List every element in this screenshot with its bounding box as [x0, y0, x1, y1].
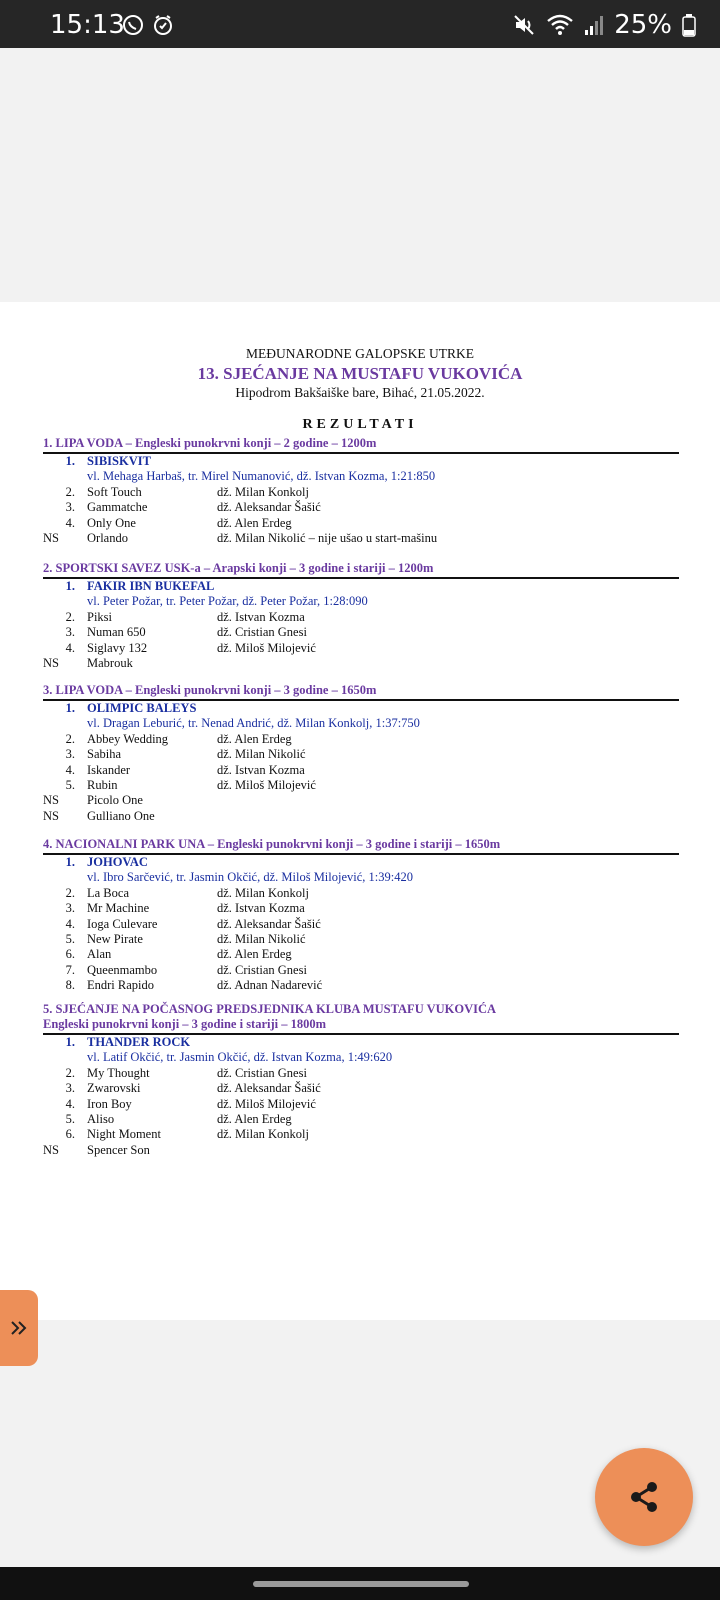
- position: 1.: [65, 701, 75, 715]
- race-title: [43, 683, 679, 701]
- position: 3.: [65, 625, 75, 640]
- race-block: [43, 683, 679, 824]
- position: 2.: [65, 484, 75, 499]
- event-title: 13. SJEĆANJE NA MUSTAFU VUKOVIĆA: [197, 364, 523, 383]
- side-panel-toggle[interactable]: [0, 1290, 38, 1366]
- placing-row: [43, 610, 679, 625]
- winner-details: [43, 469, 679, 484]
- horse-name: Ioga Culevare: [87, 916, 158, 931]
- jockey-name: dž. Aleksandar Šašić: [217, 916, 321, 931]
- horse-name: Gammatche: [87, 500, 148, 515]
- jockey-name: dž. Alen Erdeg: [217, 515, 292, 530]
- race-block: [43, 561, 679, 671]
- horse-name: Aliso: [87, 1111, 115, 1126]
- winner-row: [43, 454, 679, 469]
- double-chevron-right-icon: [9, 1318, 29, 1338]
- position: 6.: [65, 1127, 75, 1142]
- race-title-line: 2. SPORTSKI SAVEZ USK-a – Arapski konji – 3 godine i stariji – 1200m: [43, 561, 434, 575]
- winner-details: [43, 594, 679, 609]
- race-title: [43, 561, 679, 579]
- jockey-name: dž. Istvan Kozma: [217, 901, 305, 916]
- position: 5.: [65, 1111, 75, 1126]
- winner-horse: FAKIR IBN BUKEFAL: [87, 579, 215, 593]
- horse-name: Night Moment: [87, 1127, 161, 1142]
- horse-name: Mabrouk: [87, 655, 133, 670]
- horse-name: Numan 650: [87, 625, 146, 640]
- placing-row: [43, 978, 679, 993]
- position: 2.: [65, 609, 75, 624]
- horse-name: Mr Machine: [87, 901, 150, 916]
- battery-icon: [682, 13, 696, 37]
- placing-row: [43, 963, 679, 978]
- position: 3.: [65, 1081, 75, 1096]
- event-place-date: Hipodrom Bakšaiške bare, Bihać, 21.05.2022.: [235, 385, 485, 400]
- winner-horse: JOHOVAC: [87, 855, 148, 869]
- position: NS: [43, 793, 59, 808]
- horse-name: Alan: [87, 947, 112, 962]
- horse-name: Gulliano One: [87, 808, 155, 823]
- battery-percent: 25%: [614, 10, 672, 40]
- jockey-name: dž. Milan Konkolj: [217, 484, 310, 499]
- jockey-name: dž. Istvan Kozma: [217, 762, 305, 777]
- winner-row: [43, 579, 679, 594]
- winner-row: [43, 701, 679, 716]
- horse-name: Zwarovski: [87, 1081, 141, 1096]
- placing-row: [43, 1081, 679, 1096]
- position: 3.: [65, 901, 75, 916]
- winner-detail-text: vl. Peter Požar, tr. Peter Požar, dž. Peter Požar, 1:28:090: [87, 594, 368, 609]
- jockey-name: dž. Cristian Gnesi: [217, 625, 307, 640]
- placing-row: [43, 778, 679, 793]
- placing-row: [43, 932, 679, 947]
- placing-row: [43, 793, 679, 808]
- position: 2.: [65, 731, 75, 746]
- race-block: [43, 436, 679, 546]
- status-time: 15:13: [50, 10, 125, 40]
- horse-name: Rubin: [87, 777, 118, 792]
- position: 5.: [65, 777, 75, 792]
- horse-name: Spencer Son: [87, 1142, 150, 1157]
- horse-name: Iskander: [87, 762, 131, 777]
- placing-row: [43, 625, 679, 640]
- results-heading: REZULTATI: [302, 417, 418, 432]
- jockey-name: dž. Miloš Milojević: [217, 640, 316, 655]
- position: 8.: [65, 978, 75, 993]
- placing-row: [43, 1143, 679, 1158]
- share-button[interactable]: [595, 1448, 693, 1546]
- winner-detail-text: vl. Latif Okčić, tr. Jasmin Okčić, dž. Istvan Kozma, 1:49:620: [87, 1050, 393, 1065]
- share-icon: [627, 1480, 661, 1514]
- placing-row: [43, 917, 679, 932]
- horse-name: Siglavy 132: [87, 640, 148, 655]
- mute-icon: [512, 13, 536, 37]
- status-bar: [0, 0, 720, 48]
- navigation-bar: [0, 1567, 720, 1600]
- horse-name: Iron Boy: [87, 1096, 132, 1111]
- horse-name: Orlando: [87, 530, 128, 545]
- placing-row: [43, 763, 679, 778]
- jockey-name: dž. Milan Nikolić: [217, 931, 306, 946]
- winner-detail-text: vl. Ibro Sarčević, tr. Jasmin Okčić, dž. Miloš Milojević, 1:39:420: [87, 870, 413, 885]
- viber-icon: [122, 14, 144, 36]
- placing-row: [43, 531, 679, 546]
- position: 3.: [65, 500, 75, 515]
- winner-details: [43, 1050, 679, 1065]
- horse-name: My Thought: [87, 1065, 150, 1080]
- horse-name: Picolo One: [87, 793, 143, 808]
- jockey-name: dž. Adnan Nadarević: [217, 978, 323, 993]
- race-title-line: 5. SJEĆANJE NA POČASNOG PREDSJEDNIKA KLUBA MUSTAFU VUKOVIĆA: [43, 1002, 497, 1016]
- race-block: [43, 837, 679, 994]
- jockey-name: dž. Milan Nikolić – nije ušao u start-mašinu: [217, 530, 438, 545]
- jockey-name: dž. Aleksandar Šašić: [217, 1081, 321, 1096]
- race-title: [43, 1002, 679, 1035]
- jockey-name: dž. Alen Erdeg: [217, 947, 292, 962]
- race-title: [43, 837, 679, 855]
- winner-details: [43, 870, 679, 885]
- alarm-icon: [152, 14, 174, 36]
- placing-row: [43, 485, 679, 500]
- horse-name: Abbey Wedding: [87, 731, 169, 746]
- position: 1.: [65, 1035, 75, 1049]
- position: 4.: [65, 515, 75, 530]
- position: 7.: [65, 962, 75, 977]
- placing-row: [43, 747, 679, 762]
- placing-row: [43, 901, 679, 916]
- horse-name: Endri Rapido: [87, 978, 155, 993]
- jockey-name: dž. Alen Erdeg: [217, 1111, 292, 1126]
- wifi-icon: [546, 13, 574, 37]
- position: NS: [43, 808, 59, 823]
- jockey-name: dž. Milan Konkolj: [217, 885, 310, 900]
- jockey-name: dž. Miloš Milojević: [217, 1096, 316, 1111]
- jockey-name: dž. Miloš Milojević: [217, 777, 316, 792]
- winner-detail-text: vl. Dragan Leburić, tr. Nenad Andrić, dž. Milan Konkolj, 1:37:750: [87, 716, 420, 731]
- event-subtitle: MEĐUNARODNE GALOPSKE UTRKE: [246, 346, 474, 361]
- race-title-line: 1. LIPA VODA – Engleski punokrvni konji – 2 godine – 1200m: [43, 436, 377, 450]
- placing-row: [43, 1066, 679, 1081]
- placing-row: [43, 1127, 679, 1142]
- horse-name: Piksi: [87, 609, 113, 624]
- position: 1.: [65, 855, 75, 869]
- position: 4.: [65, 762, 75, 777]
- winner-row: [43, 1035, 679, 1050]
- horse-name: Queenmambo: [87, 962, 158, 977]
- jockey-name: dž. Cristian Gnesi: [217, 962, 307, 977]
- placing-row: [43, 1112, 679, 1127]
- horse-name: Soft Touch: [87, 484, 142, 499]
- winner-horse: SIBISKVIT: [87, 454, 151, 468]
- winner-detail-text: vl. Mehaga Harbaš, tr. Mirel Numanović, dž. Istvan Kozma, 1:21:850: [87, 469, 436, 484]
- placing-row: [43, 886, 679, 901]
- horse-name: La Boca: [87, 885, 129, 900]
- position: 2.: [65, 1065, 75, 1080]
- race-title: [43, 436, 679, 454]
- position: NS: [43, 530, 59, 545]
- placing-row: [43, 947, 679, 962]
- document-page[interactable]: [0, 302, 720, 1320]
- jockey-name: dž. Milan Konkolj: [217, 1127, 310, 1142]
- placing-row: [43, 641, 679, 656]
- placing-row: [43, 809, 679, 824]
- winner-row: [43, 855, 679, 870]
- position: 4.: [65, 916, 75, 931]
- position: 1.: [65, 454, 75, 468]
- position: 5.: [65, 931, 75, 946]
- position: 4.: [65, 640, 75, 655]
- position: 1.: [65, 579, 75, 593]
- document-header: [0, 302, 720, 433]
- race-block: [43, 1002, 679, 1158]
- placing-row: [43, 732, 679, 747]
- jockey-name: dž. Alen Erdeg: [217, 731, 292, 746]
- position: 6.: [65, 947, 75, 962]
- jockey-name: dž. Aleksandar Šašić: [217, 500, 321, 515]
- jockey-name: dž. Istvan Kozma: [217, 609, 305, 624]
- jockey-name: dž. Cristian Gnesi: [217, 1065, 307, 1080]
- winner-horse: THANDER ROCK: [87, 1035, 191, 1049]
- winner-details: [43, 716, 679, 731]
- position: 3.: [65, 747, 75, 762]
- home-gesture-handle[interactable]: [253, 1581, 469, 1587]
- jockey-name: dž. Milan Nikolić: [217, 747, 306, 762]
- position: 4.: [65, 1096, 75, 1111]
- horse-name: Only One: [87, 515, 136, 530]
- position: NS: [43, 1142, 59, 1157]
- placing-row: [43, 516, 679, 531]
- placing-row: [43, 500, 679, 515]
- position: 2.: [65, 885, 75, 900]
- placing-row: [43, 656, 679, 671]
- placing-row: [43, 1097, 679, 1112]
- horse-name: New Pirate: [87, 931, 143, 946]
- race-title-line: Engleski punokrvni konji – 3 godine i stariji – 1800m: [43, 1017, 327, 1031]
- position: NS: [43, 655, 59, 670]
- signal-icon: [584, 14, 604, 36]
- race-title-line: 3. LIPA VODA – Engleski punokrvni konji – 3 godine – 1650m: [43, 683, 377, 697]
- winner-horse: OLIMPIC BALEYS: [87, 701, 197, 715]
- race-title-line: 4. NACIONALNI PARK UNA – Engleski punokrvni konji – 3 godine i stariji – 1650m: [43, 837, 501, 851]
- horse-name: Sabiha: [87, 747, 122, 762]
